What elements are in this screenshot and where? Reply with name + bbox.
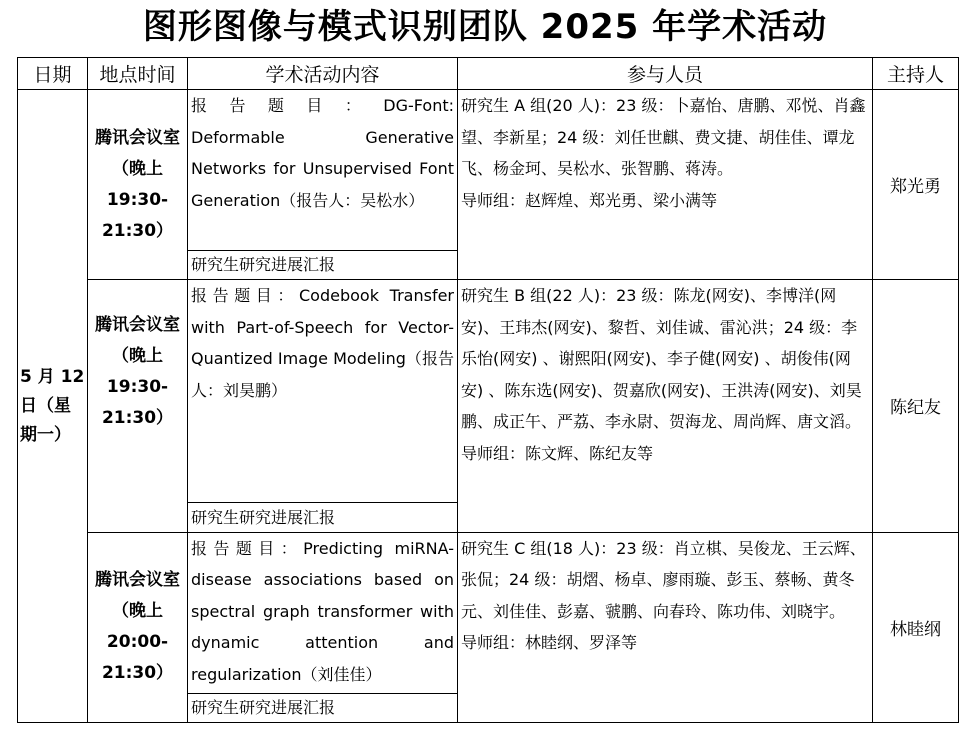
header-row (18, 58, 959, 90)
page-title: 图形图像与模式识别团队 2025 年学术活动 (142, 7, 828, 47)
session-1-talk: 报 告 题 目 ： DG-Font: Deformable Generative Networks for Unsupervised Font Generation（报告人：吴松水） (188, 90, 458, 250)
table-row (18, 90, 959, 250)
header-place-time: 地点时间 (88, 58, 188, 90)
table-row (18, 280, 959, 503)
schedule-table (17, 57, 959, 723)
session-3-place-time: 腾讯会议室（晚上 20:00-21:30） (88, 532, 188, 722)
session-1-advisors: 导师组：赵辉煌、郑光勇、梁小满等 (461, 190, 718, 210)
session-2-progress-report: 研究生研究进展汇报 (188, 503, 458, 532)
session-3-advisors: 导师组：林睦纲、罗泽等 (461, 633, 638, 653)
session-3-group: 研究生 C 组(18 人)：23 级：肖立棋、吴俊龙、王云辉、张侃；24 级：胡熠、杨卓、廖雨璇、彭玉、蔡畅、黄冬元、刘佳佳、彭嘉、虢鹏、向春玲、陈功伟、刘晓宇。 (461, 538, 866, 621)
session-1-progress-report: 研究生研究进展汇报 (188, 250, 458, 279)
date-cell: 5 月 12 日（星期一） (18, 90, 88, 723)
header-host: 主持人 (873, 58, 959, 90)
session-3-progress-report: 研究生研究进展汇报 (188, 693, 458, 722)
header-content: 学术活动内容 (188, 58, 458, 90)
session-3-host: 林睦纲 (873, 532, 959, 722)
header-date: 日期 (18, 58, 88, 90)
session-3-participants (458, 532, 873, 722)
session-2-group: 研究生 B 组(22 人)：23 级：陈龙(网安)、李博洋(网安)、王玮杰(网安)、黎哲、刘佳诚、雷沁洪；24 级：李乐怡(网安) 、谢熙阳(网安)、李子健(网安) 、胡俊伟(网安) 、陈东选(网安)、贺嘉欣(网安)、王洪涛(网安)、刘昊鹏、成正午、严荔、李永尉、贺海龙、周尚辉、唐文滔。 (461, 286, 862, 432)
session-2-participants (458, 280, 873, 533)
session-2-talk: 报告题目：Codebook Transfer with Part-of-Speech for Vector-Quantized Image Modeling（报告人：刘昊鹏） (188, 280, 458, 503)
session-3-talk: 报告题目：Predicting miRNA-disease associations based on spectral graph transformer with dynamic attention and regularization（刘佳佳） (188, 532, 458, 693)
session-2-host: 陈纪友 (873, 280, 959, 533)
session-1-place-time: 腾讯会议室（晚上 19:30-21:30） (88, 90, 188, 280)
table-row (18, 532, 959, 693)
session-1-group: 研究生 A 组(20 人)：23 级：卜嘉怡、唐鹏、邓悦、肖鑫望、李新星；24 级：刘任世麒、费文捷、胡佳佳、谭龙飞、杨金珂、吴松水、张智鹏、蒋涛。 (461, 96, 866, 179)
header-participants: 参与人员 (458, 58, 873, 90)
session-2-advisors: 导师组：陈文辉、陈纪友等 (461, 443, 654, 463)
session-1-host: 郑光勇 (873, 90, 959, 280)
session-1-participants (458, 90, 873, 280)
session-2-place-time: 腾讯会议室（晚上 19:30-21:30） (88, 280, 188, 533)
